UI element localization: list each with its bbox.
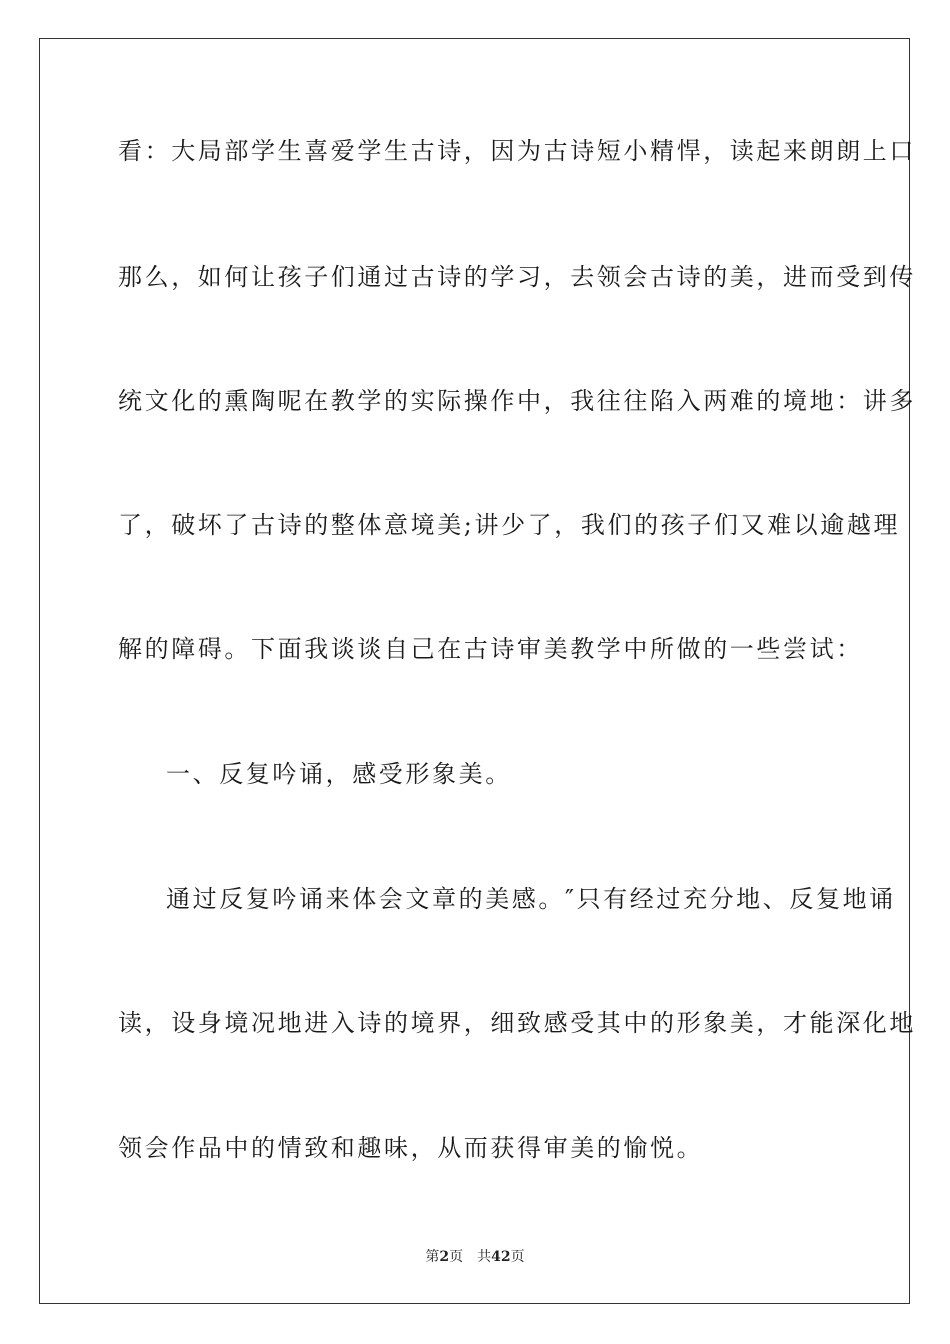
current-page-number: 2 <box>439 1249 450 1265</box>
body-text-line: 解的障碍。下面我谈谈自己在古诗审美教学中所做的一些尝试： <box>118 635 863 663</box>
body-text-line: 通过反复吟诵来体会文章的美感。″只有经过充分地、反复地诵 <box>166 885 896 913</box>
page-border <box>39 38 916 1304</box>
total-suffix: 页 <box>510 1249 525 1265</box>
body-text-line: 领会作品中的情致和趣味，从而获得审美的愉悦。 <box>118 1134 704 1162</box>
page-prefix: 第 <box>425 1249 440 1265</box>
body-text-line: 那么，如何让孩子们通过古诗的学习，去领会古诗的美，进而受到传 <box>118 263 916 291</box>
body-text-line: 看：大局部学生喜爱学生古诗，因为古诗短小精悍，读起来朗朗上口 <box>118 137 916 165</box>
body-text-line: 统文化的熏陶呢在教学的实际操作中，我往往陷入两难的境地：讲多 <box>118 387 916 415</box>
section-heading: 一、反复吟诵，感受形象美。 <box>166 760 512 788</box>
body-text-line: 读，设身境况地进入诗的境界，细致感受其中的形象美，才能深化地 <box>118 1009 916 1037</box>
body-text-line: 了，破坏了古诗的整体意境美;讲少了，我们的孩子们又难以逾越理 <box>118 511 901 539</box>
page-number-footer <box>0 1248 950 1266</box>
total-page-count: 42 <box>491 1249 511 1265</box>
page-suffix: 页 <box>449 1249 464 1265</box>
total-prefix: 共 <box>477 1249 492 1265</box>
